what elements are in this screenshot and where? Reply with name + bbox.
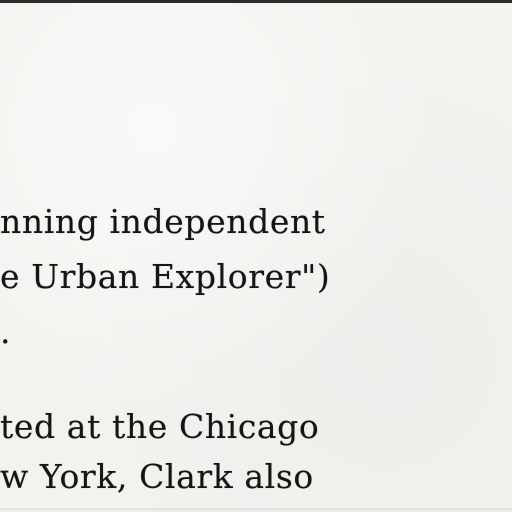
scan-bottom-edge <box>0 508 512 512</box>
paragraph-2-line-2: w York, Clark also <box>0 457 314 496</box>
paragraph-1-line-2: e Urban Explorer") <box>0 257 331 296</box>
paragraph-1-line-3: . <box>0 312 12 351</box>
paragraph-1-line-1: nning independent <box>0 202 326 241</box>
scan-top-edge <box>0 0 512 3</box>
paragraph-2-line-1: ted at the Chicago <box>0 407 320 446</box>
